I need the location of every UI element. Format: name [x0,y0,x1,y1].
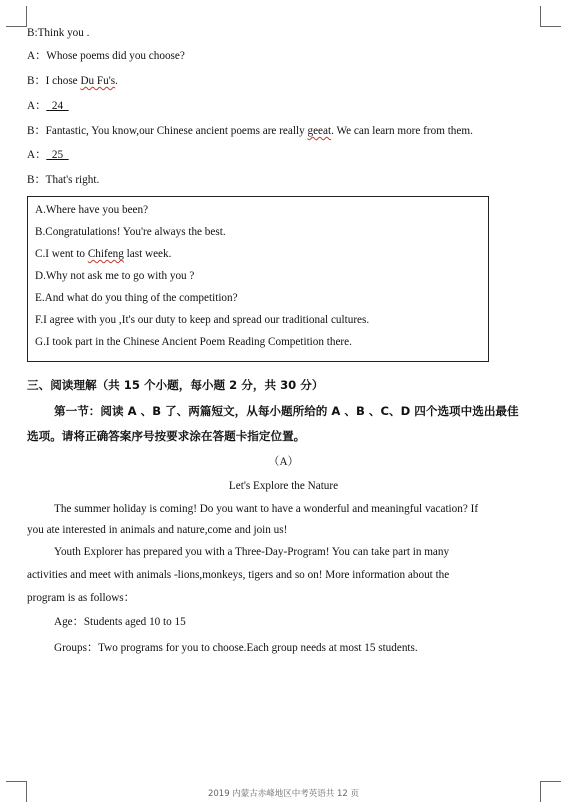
dialogue-line [27,74,118,88]
crop-mark-top-right [540,6,561,27]
crop-mark-top-left [6,6,27,27]
section-instruction: 第一节：阅读 A 、B 了、两篇短文，从每小题所给的 A 、B 、C、D 四个选项中选出最佳 [54,404,519,418]
passage-title: Let's Explore the Nature [228,480,339,492]
option-text: C.I went to [35,248,88,260]
dialogue-text: B：I chose [27,75,81,87]
dialogue-line: B:Think you . [27,27,90,39]
paragraph-line: The summer holiday is coming! Do you want to have a wonderful and meaningful vacation? If [54,503,479,515]
options-box [27,196,489,362]
answer-blank-24: 24 [46,100,69,112]
option-g: G.I took part in the Chinese Ancient Poem Reading Competition there. [35,336,352,348]
section-instruction-cont: 选项。请将正确答案序号按要求涂在答题卡指定位置。 [27,429,306,443]
dialogue-line: B：That's right. [27,174,100,186]
paragraph-line: activities and meet with animals -lions,monkeys, tigers and so on! More information about the [27,569,450,581]
option-e: E.And what do you thing of the competition? [35,292,238,304]
dialogue-line: A：Whose poems did you choose? [27,50,185,62]
option-f: F.I agree with you ,It's our duty to keep and spread our traditional cultures. [35,314,370,326]
dialogue-text: B：Fantastic, You know,our Chinese ancient poems are really [27,125,308,137]
dialogue-text: A： [27,149,47,161]
dialogue-line [27,148,69,162]
dialogue-text: . [115,75,118,87]
spell-flagged-word: Chifeng [87,248,124,260]
passage-label: （A） [268,456,299,468]
section-heading: 三、阅读理解（共 15 个小题，每小题 2 分，共 30 分） [27,378,324,392]
page-footer: 2019 内蒙古赤峰地区中考英语共 12 页 [207,789,360,799]
option-b: B.Congratulations! You're always the best. [35,226,226,238]
paragraph-line: Youth Explorer has prepared you with a Three-Day-Program! You can take part in many [54,546,450,558]
option-c [35,247,171,261]
paragraph-line: program is as follows： [27,592,135,604]
option-d: D.Why not ask me to go with you ? [35,270,195,282]
dialogue-line [27,124,473,138]
option-a: A.Where have you been? [35,204,149,216]
spell-flagged-word: geeat [307,125,332,137]
option-text: last week. [123,248,172,260]
dialogue-line [27,99,69,113]
paragraph-line: you ate interested in animals and nature,come and join us! [27,524,288,536]
spell-flagged-word: Du Fu's [80,75,116,87]
dialogue-text: A： [27,100,47,112]
info-groups: Groups：Two programs for you to choose.Each group needs at most 15 students. [54,642,418,654]
dialogue-text: . We can learn more from them. [331,125,473,137]
info-age: Age：Students aged 10 to 15 [54,616,186,628]
answer-blank-25: 25 [46,149,69,161]
